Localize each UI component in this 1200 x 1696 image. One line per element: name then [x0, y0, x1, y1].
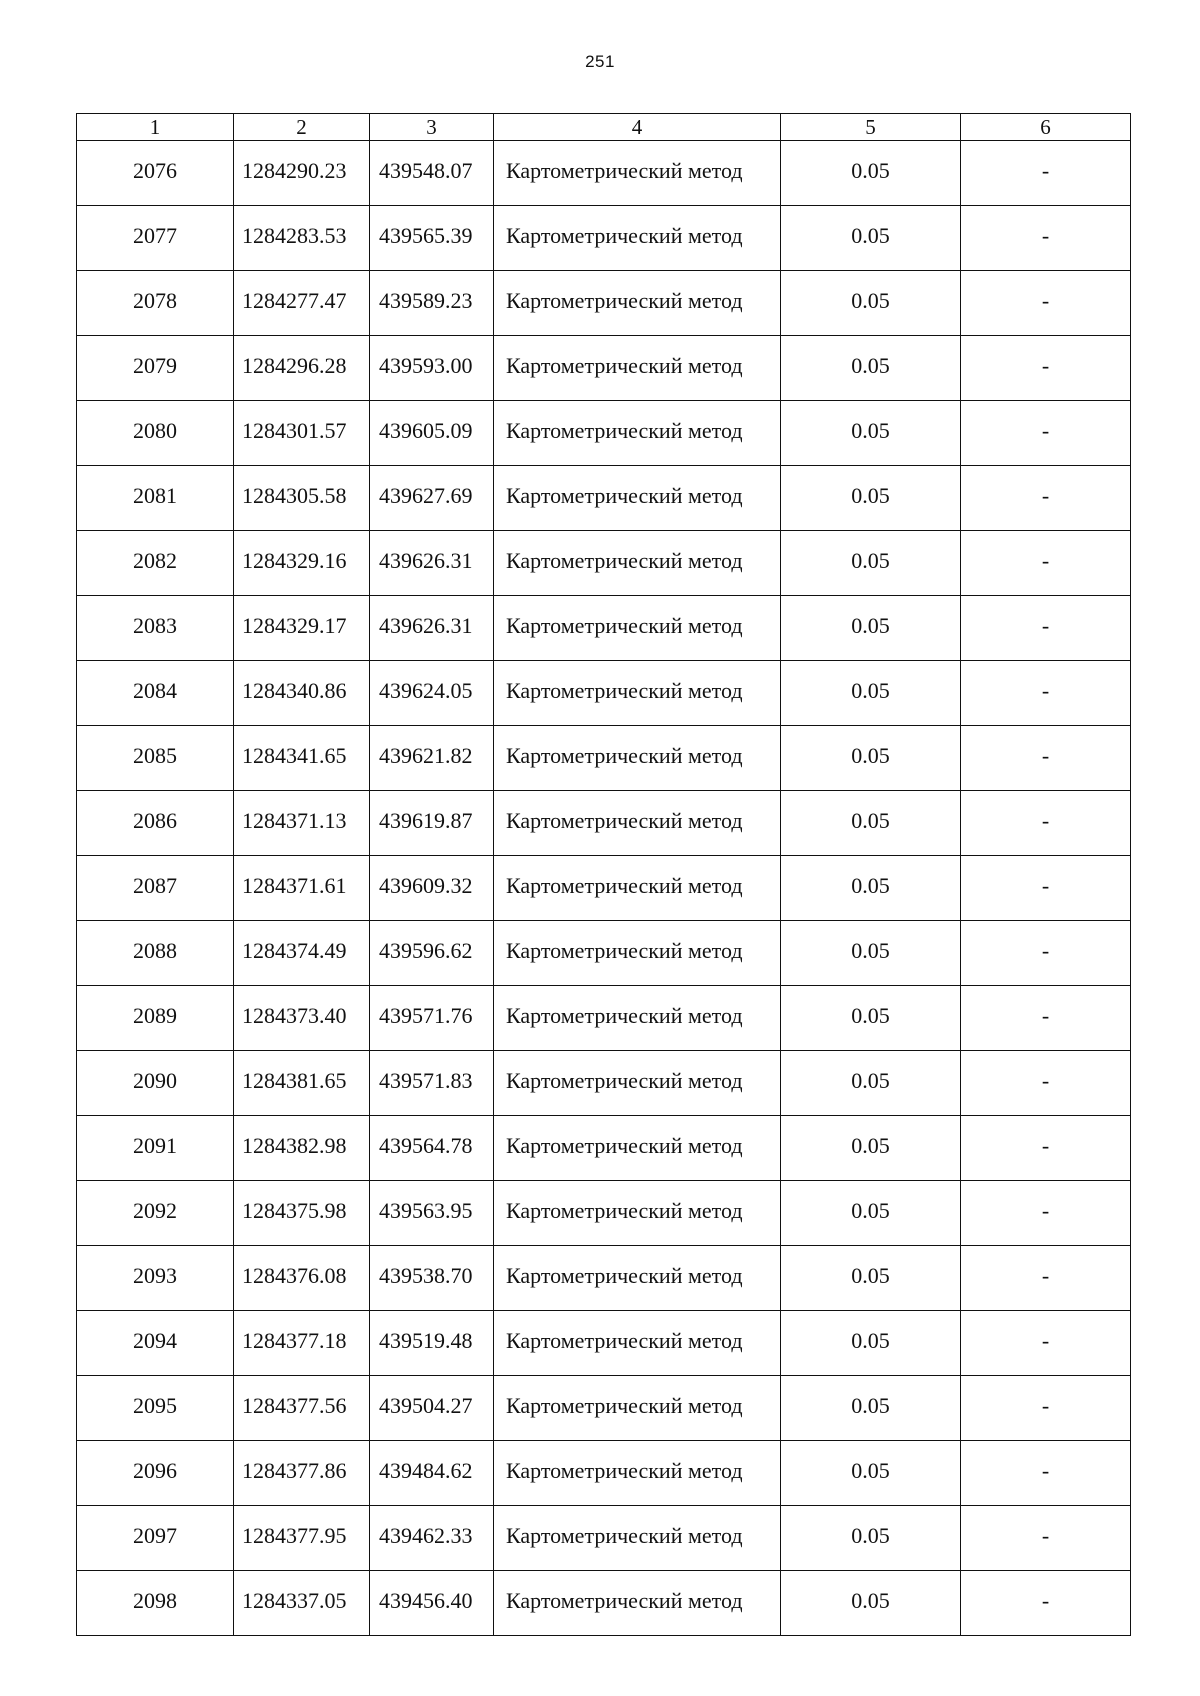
table-row: [77, 1441, 1131, 1506]
x-coordinate-cell: 1284373.40: [234, 986, 370, 1051]
method-cell: Картометрический метод: [494, 986, 781, 1051]
point-number-cell: 2082: [77, 531, 234, 596]
note-cell: -: [961, 531, 1131, 596]
point-number-cell: 2078: [77, 271, 234, 336]
note-cell: -: [961, 856, 1131, 921]
y-coordinate-cell: 439548.07: [370, 141, 494, 206]
method-cell: Картометрический метод: [494, 1051, 781, 1116]
note-cell: -: [961, 1376, 1131, 1441]
y-coordinate-cell: 439626.31: [370, 531, 494, 596]
x-coordinate-cell: 1284375.98: [234, 1181, 370, 1246]
y-coordinate-cell: 439519.48: [370, 1311, 494, 1376]
table-row: [77, 791, 1131, 856]
method-cell: Картометрический метод: [494, 856, 781, 921]
table-row: [77, 336, 1131, 401]
table-row: [77, 1181, 1131, 1246]
x-coordinate-cell: 1284340.86: [234, 661, 370, 726]
table-header-row: [77, 114, 1131, 141]
y-coordinate-cell: 439462.33: [370, 1506, 494, 1571]
y-coordinate-cell: 439596.62: [370, 921, 494, 986]
table-row: [77, 1051, 1131, 1116]
y-coordinate-cell: 439565.39: [370, 206, 494, 271]
x-coordinate-cell: 1284296.28: [234, 336, 370, 401]
column-header-3: 3: [370, 114, 494, 141]
point-number-cell: 2076: [77, 141, 234, 206]
note-cell: -: [961, 1116, 1131, 1181]
note-cell: -: [961, 596, 1131, 661]
table-row: [77, 726, 1131, 791]
accuracy-cell: 0.05: [781, 661, 961, 726]
point-number-cell: 2096: [77, 1441, 234, 1506]
accuracy-cell: 0.05: [781, 921, 961, 986]
point-number-cell: 2093: [77, 1246, 234, 1311]
y-coordinate-cell: 439563.95: [370, 1181, 494, 1246]
point-number-cell: 2079: [77, 336, 234, 401]
method-cell: Картометрический метод: [494, 271, 781, 336]
method-cell: Картометрический метод: [494, 1116, 781, 1181]
note-cell: -: [961, 1051, 1131, 1116]
point-number-cell: 2086: [77, 791, 234, 856]
note-cell: -: [961, 206, 1131, 271]
note-cell: -: [961, 1506, 1131, 1571]
table-row: [77, 401, 1131, 466]
accuracy-cell: 0.05: [781, 1506, 961, 1571]
note-cell: -: [961, 1246, 1131, 1311]
table-row: [77, 596, 1131, 661]
point-number-cell: 2097: [77, 1506, 234, 1571]
y-coordinate-cell: 439619.87: [370, 791, 494, 856]
note-cell: -: [961, 1181, 1131, 1246]
note-cell: -: [961, 921, 1131, 986]
page-number: 251: [585, 52, 615, 71]
y-coordinate-cell: 439571.83: [370, 1051, 494, 1116]
accuracy-cell: 0.05: [781, 1441, 961, 1506]
point-number-cell: 2090: [77, 1051, 234, 1116]
column-header-6: 6: [961, 114, 1131, 141]
note-cell: -: [961, 1571, 1131, 1636]
note-cell: -: [961, 726, 1131, 791]
y-coordinate-cell: 439626.31: [370, 596, 494, 661]
x-coordinate-cell: 1284301.57: [234, 401, 370, 466]
y-coordinate-cell: 439456.40: [370, 1571, 494, 1636]
point-number-cell: 2084: [77, 661, 234, 726]
point-number-cell: 2089: [77, 986, 234, 1051]
note-cell: -: [961, 661, 1131, 726]
accuracy-cell: 0.05: [781, 1311, 961, 1376]
table-row: [77, 141, 1131, 206]
method-cell: Картометрический метод: [494, 401, 781, 466]
x-coordinate-cell: 1284382.98: [234, 1116, 370, 1181]
point-number-cell: 2080: [77, 401, 234, 466]
method-cell: Картометрический метод: [494, 1376, 781, 1441]
method-cell: Картометрический метод: [494, 141, 781, 206]
point-number-cell: 2092: [77, 1181, 234, 1246]
column-header-4: 4: [494, 114, 781, 141]
x-coordinate-cell: 1284381.65: [234, 1051, 370, 1116]
table-row: [77, 1311, 1131, 1376]
y-coordinate-cell: 439624.05: [370, 661, 494, 726]
accuracy-cell: 0.05: [781, 986, 961, 1051]
x-coordinate-cell: 1284277.47: [234, 271, 370, 336]
method-cell: Картометрический метод: [494, 921, 781, 986]
x-coordinate-cell: 1284371.61: [234, 856, 370, 921]
x-coordinate-cell: 1284341.65: [234, 726, 370, 791]
method-cell: Картометрический метод: [494, 726, 781, 791]
point-number-cell: 2083: [77, 596, 234, 661]
table-row: [77, 986, 1131, 1051]
method-cell: Картометрический метод: [494, 531, 781, 596]
method-cell: Картометрический метод: [494, 1311, 781, 1376]
point-number-cell: 2077: [77, 206, 234, 271]
coordinates-table: [76, 113, 1131, 1636]
method-cell: Картометрический метод: [494, 661, 781, 726]
accuracy-cell: 0.05: [781, 336, 961, 401]
table-row: [77, 1571, 1131, 1636]
accuracy-cell: 0.05: [781, 1116, 961, 1181]
table-row: [77, 1246, 1131, 1311]
note-cell: -: [961, 271, 1131, 336]
table-row: [77, 206, 1131, 271]
table-row: [77, 466, 1131, 531]
method-cell: Картометрический метод: [494, 206, 781, 271]
accuracy-cell: 0.05: [781, 531, 961, 596]
method-cell: Картометрический метод: [494, 466, 781, 531]
y-coordinate-cell: 439484.62: [370, 1441, 494, 1506]
x-coordinate-cell: 1284377.56: [234, 1376, 370, 1441]
accuracy-cell: 0.05: [781, 726, 961, 791]
table-row: [77, 531, 1131, 596]
x-coordinate-cell: 1284329.17: [234, 596, 370, 661]
x-coordinate-cell: 1284377.95: [234, 1506, 370, 1571]
y-coordinate-cell: 439571.76: [370, 986, 494, 1051]
column-header-1: 1: [77, 114, 234, 141]
accuracy-cell: 0.05: [781, 271, 961, 336]
table-row: [77, 856, 1131, 921]
y-coordinate-cell: 439564.78: [370, 1116, 494, 1181]
x-coordinate-cell: 1284283.53: [234, 206, 370, 271]
table-row: [77, 661, 1131, 726]
x-coordinate-cell: 1284377.18: [234, 1311, 370, 1376]
x-coordinate-cell: 1284371.13: [234, 791, 370, 856]
accuracy-cell: 0.05: [781, 1246, 961, 1311]
table-row: [77, 921, 1131, 986]
accuracy-cell: 0.05: [781, 141, 961, 206]
accuracy-cell: 0.05: [781, 401, 961, 466]
note-cell: -: [961, 1441, 1131, 1506]
note-cell: -: [961, 791, 1131, 856]
point-number-cell: 2088: [77, 921, 234, 986]
method-cell: Картометрический метод: [494, 596, 781, 661]
x-coordinate-cell: 1284377.86: [234, 1441, 370, 1506]
y-coordinate-cell: 439589.23: [370, 271, 494, 336]
accuracy-cell: 0.05: [781, 596, 961, 661]
method-cell: Картометрический метод: [494, 1246, 781, 1311]
x-coordinate-cell: 1284329.16: [234, 531, 370, 596]
method-cell: Картометрический метод: [494, 791, 781, 856]
point-number-cell: 2087: [77, 856, 234, 921]
method-cell: Картометрический метод: [494, 1181, 781, 1246]
method-cell: Картометрический метод: [494, 1506, 781, 1571]
accuracy-cell: 0.05: [781, 1571, 961, 1636]
note-cell: -: [961, 1311, 1131, 1376]
y-coordinate-cell: 439605.09: [370, 401, 494, 466]
x-coordinate-cell: 1284374.49: [234, 921, 370, 986]
column-header-5: 5: [781, 114, 961, 141]
point-number-cell: 2091: [77, 1116, 234, 1181]
note-cell: -: [961, 141, 1131, 206]
note-cell: -: [961, 986, 1131, 1051]
method-cell: Картометрический метод: [494, 1441, 781, 1506]
column-header-2: 2: [234, 114, 370, 141]
accuracy-cell: 0.05: [781, 791, 961, 856]
x-coordinate-cell: 1284337.05: [234, 1571, 370, 1636]
y-coordinate-cell: 439593.00: [370, 336, 494, 401]
x-coordinate-cell: 1284376.08: [234, 1246, 370, 1311]
point-number-cell: 2094: [77, 1311, 234, 1376]
point-number-cell: 2098: [77, 1571, 234, 1636]
accuracy-cell: 0.05: [781, 1376, 961, 1441]
point-number-cell: 2085: [77, 726, 234, 791]
y-coordinate-cell: 439538.70: [370, 1246, 494, 1311]
point-number-cell: 2095: [77, 1376, 234, 1441]
accuracy-cell: 0.05: [781, 466, 961, 531]
y-coordinate-cell: 439504.27: [370, 1376, 494, 1441]
x-coordinate-cell: 1284290.23: [234, 141, 370, 206]
note-cell: -: [961, 336, 1131, 401]
y-coordinate-cell: 439627.69: [370, 466, 494, 531]
accuracy-cell: 0.05: [781, 1051, 961, 1116]
accuracy-cell: 0.05: [781, 206, 961, 271]
table-row: [77, 1116, 1131, 1181]
table-row: [77, 1506, 1131, 1571]
x-coordinate-cell: 1284305.58: [234, 466, 370, 531]
y-coordinate-cell: 439621.82: [370, 726, 494, 791]
point-number-cell: 2081: [77, 466, 234, 531]
y-coordinate-cell: 439609.32: [370, 856, 494, 921]
note-cell: -: [961, 401, 1131, 466]
method-cell: Картометрический метод: [494, 336, 781, 401]
note-cell: -: [961, 466, 1131, 531]
method-cell: Картометрический метод: [494, 1571, 781, 1636]
accuracy-cell: 0.05: [781, 856, 961, 921]
accuracy-cell: 0.05: [781, 1181, 961, 1246]
table-row: [77, 271, 1131, 336]
table-row: [77, 1376, 1131, 1441]
table-body: [77, 114, 1131, 1636]
